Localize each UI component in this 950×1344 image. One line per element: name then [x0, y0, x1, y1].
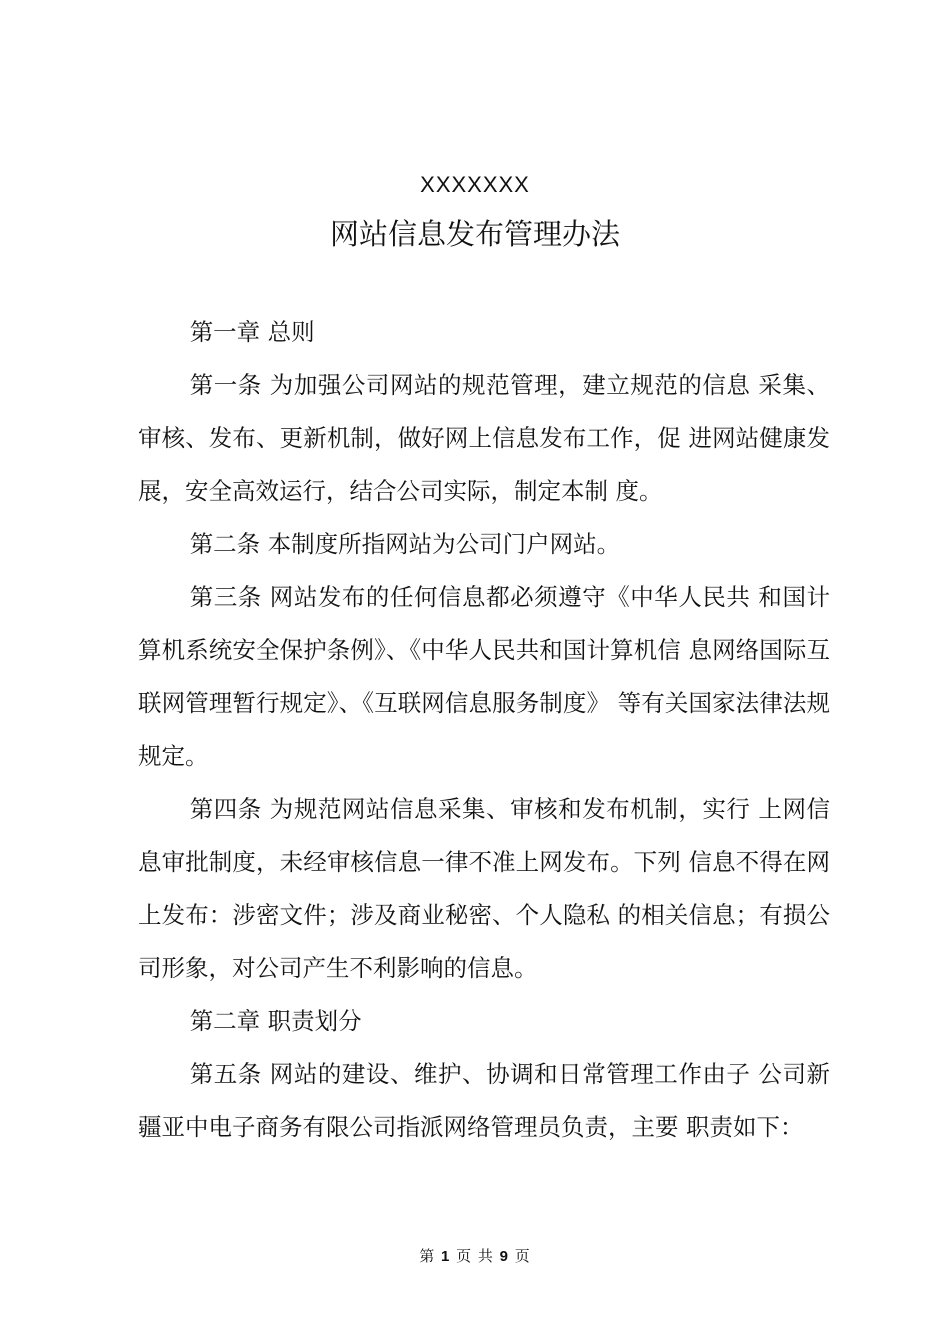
page-footer: [0, 1245, 950, 1266]
footer-suffix: 页: [514, 1247, 531, 1265]
document-title: 网站信息发布管理办法: [329, 217, 620, 251]
chapter-2-heading: 第二章 职责划分: [189, 1007, 362, 1035]
organization-name: XXXXXXX: [420, 172, 530, 197]
article-3: 第三条 网站发布的任何信息都必须遵守《中华人民共 和国计算机系统安全保护条例》、《中华人民共和国计算机信 息网络国际互联网管理暂行规定》、《互联网信息服务制度》 等有关国家法律法规规定。: [138, 583, 830, 770]
article-1: 第一条 为加强公司网站的规范管理，建立规范的信息 采集、审核、发布、更新机制，做好网上信息发布工作，促 进网站健康发展，安全高效运行，结合公司实际，制定本制 度。: [138, 371, 830, 505]
document-body: [138, 306, 830, 1154]
article-5: 第五条 网站的建设、维护、协调和日常管理工作由子 公司新疆亚中电子商务有限公司指派网络管理员负责，主要 职责如下：: [138, 1060, 830, 1141]
current-page-number: 1: [440, 1248, 451, 1265]
chapter-1-heading: 第一章 总则: [189, 318, 315, 346]
article-2: 第二条 本制度所指网站为公司门户网站。: [189, 530, 621, 558]
footer-prefix: 第: [419, 1247, 436, 1265]
article-4: 第四条 为规范网站信息采集、审核和发布机制，实行 上网信息审批制度，未经审核信息一律不准上网发布。下列 信息不得在网上发布：涉密文件；涉及商业秘密、个人隐私 的相关信息；有损公司形象，对公司产生不利影响的信息。: [138, 795, 830, 982]
footer-middle: 页 共: [456, 1247, 494, 1265]
total-pages-number: 9: [499, 1248, 510, 1265]
